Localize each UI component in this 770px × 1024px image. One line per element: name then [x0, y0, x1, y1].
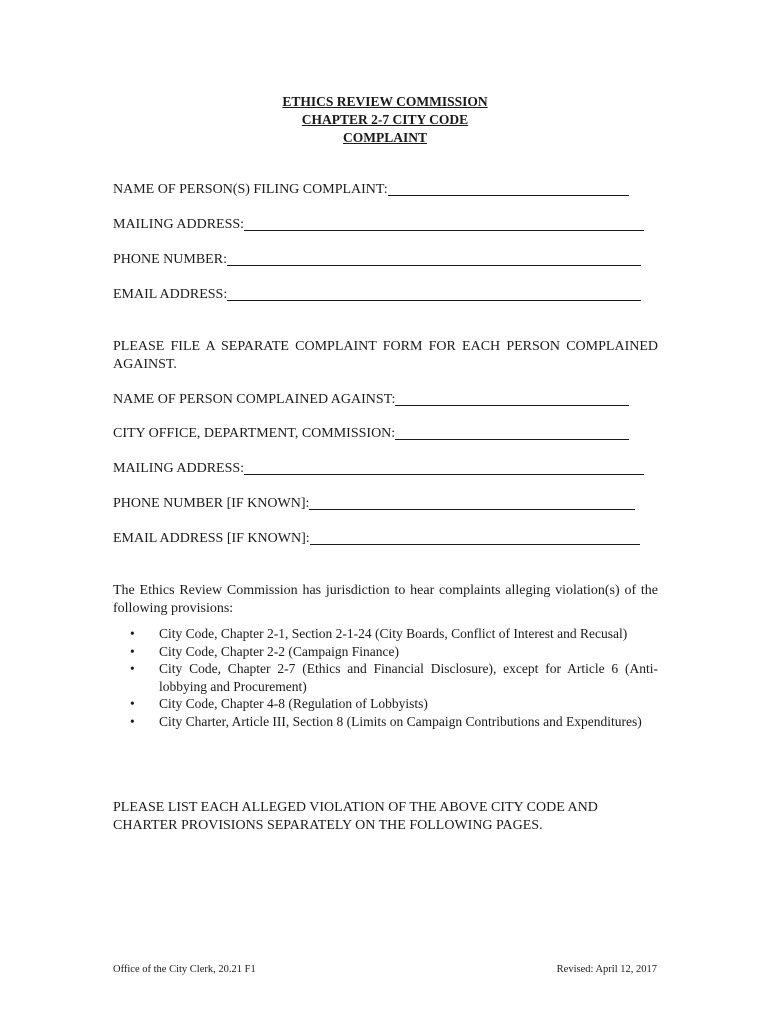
bullet-icon: •	[130, 661, 135, 676]
list-item	[113, 643, 658, 661]
respondent-office-label: CITY OFFICE, DEPARTMENT, COMMISSION:	[113, 426, 396, 441]
bullet-icon: •	[130, 713, 135, 729]
complainant-phone-input-line[interactable]	[227, 252, 641, 266]
complainant-name-label: NAME OF PERSON(S) FILING COMPLAINT:	[113, 182, 388, 197]
complainant-name-input-line[interactable]	[388, 182, 629, 196]
provision-text: City Code, Chapter 2-2 (Campaign Finance)	[159, 643, 399, 659]
complainant-email-field[interactable]	[113, 286, 641, 304]
respondent-mailing-address-label: MAILING ADDRESS:	[113, 461, 245, 476]
respondent-mailing-address-input-line[interactable]	[244, 461, 644, 475]
footer-office: Office of the City Clerk, 20.21 F1	[113, 964, 256, 975]
form-title-complaint: COMPLAINT	[343, 130, 427, 145]
respondent-phone-field[interactable]	[113, 495, 635, 513]
bullet-icon: •	[130, 626, 135, 641]
respondent-email-label: EMAIL ADDRESS [IF KNOWN]:	[113, 531, 310, 546]
provisions-list	[113, 625, 658, 730]
respondent-office-input-line[interactable]	[395, 426, 629, 440]
provision-text: City Charter, Article III, Section 8 (Limits on Campaign Contributions and Expenditures)	[159, 713, 642, 729]
complainant-phone-label: PHONE NUMBER:	[113, 252, 227, 267]
respondent-name-field[interactable]	[113, 391, 629, 409]
bullet-icon: •	[130, 643, 135, 659]
list-item	[113, 713, 658, 731]
provision-text: City Code, Chapter 2-7 (Ethics and Financial Disclosure), except for Article 6 (Anti-lobbying and Procurement)	[159, 661, 658, 694]
bullet-icon: •	[130, 696, 135, 711]
complainant-name-field[interactable]	[113, 181, 629, 199]
complainant-mailing-address-input-line[interactable]	[244, 217, 644, 231]
respondent-phone-label: PHONE NUMBER [IF KNOWN]:	[113, 496, 310, 511]
respondent-name-label: NAME OF PERSON COMPLAINED AGAINST:	[113, 392, 396, 407]
respondent-office-field[interactable]	[113, 425, 629, 443]
jurisdiction-intro: The Ethics Review Commission has jurisdiction to hear complaints alleging violation(s) of the following provisions:	[113, 583, 658, 616]
respondent-email-field[interactable]	[113, 530, 640, 548]
form-title-chapter: CHAPTER 2-7 CITY CODE	[301, 112, 469, 127]
complainant-email-input-line[interactable]	[227, 287, 641, 301]
complainant-mailing-address-label: MAILING ADDRESS:	[113, 217, 245, 232]
list-item	[113, 660, 658, 695]
respondent-name-input-line[interactable]	[395, 392, 629, 406]
form-title-commission: ETHICS REVIEW COMMISSION	[282, 94, 488, 109]
provision-text: City Code, Chapter 2-1, Section 2-1-24 (City Boards, Conflict of Interest and Recusal)	[159, 626, 628, 641]
respondent-phone-input-line[interactable]	[309, 496, 635, 510]
closing-instruction: PLEASE LIST EACH ALLEGED VIOLATION OF THE ABOVE CITY CODE AND CHARTER PROVISIONS SEPARATELY ON THE FOLLOWING PAGES.	[113, 800, 598, 833]
complainant-phone-field[interactable]	[113, 251, 641, 269]
respondent-email-input-line[interactable]	[310, 531, 640, 545]
provision-text: City Code, Chapter 4-8 (Regulation of Lobbyists)	[159, 696, 428, 711]
complainant-email-label: EMAIL ADDRESS:	[113, 287, 228, 302]
list-item	[113, 625, 658, 643]
separate-form-notice: PLEASE FILE A SEPARATE COMPLAINT FORM FOR EACH PERSON COMPLAINED AGAINST.	[113, 339, 658, 372]
respondent-mailing-address-field[interactable]	[113, 460, 644, 478]
complainant-mailing-address-field[interactable]	[113, 216, 644, 234]
list-item	[113, 695, 658, 713]
footer-revised-date: Revised: April 12, 2017	[556, 964, 657, 975]
